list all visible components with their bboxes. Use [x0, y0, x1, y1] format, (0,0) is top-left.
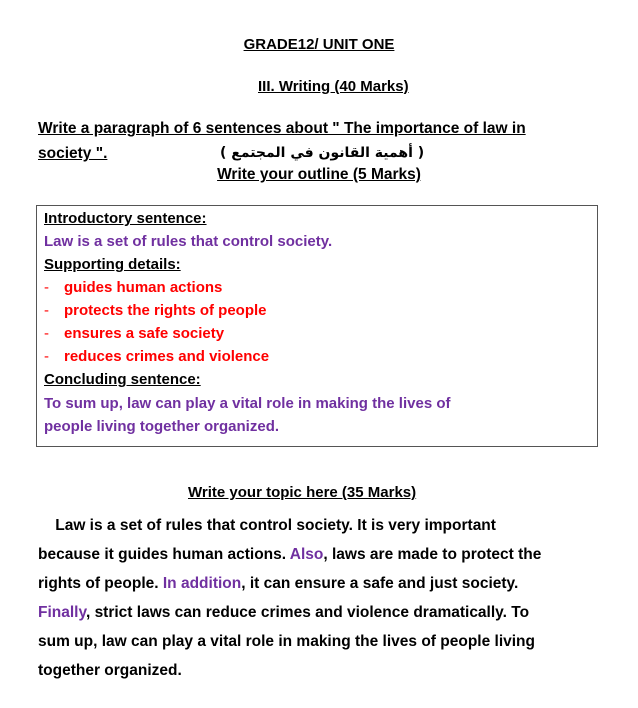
detail-item: - protects the rights of people [44, 302, 267, 319]
detail-item: - guides human actions [44, 279, 223, 296]
detail-item: - reduces crimes and violence [44, 348, 270, 365]
intro-label: Introductory sentence: [44, 210, 207, 227]
topic-heading: Write your topic here (35 Marks) [188, 484, 417, 501]
outline-heading: Write your outline (5 Marks) [217, 166, 421, 183]
supporting-label: Supporting details: [44, 256, 181, 273]
prompt-line-1: Write a paragraph of 6 sentences about " The importance of law in [38, 120, 526, 137]
intro-text: Law is a set of rules that control society. [44, 233, 333, 250]
section-title: III. Writing (40 Marks) [258, 78, 409, 95]
paragraph-line: because it guides human actions. Also, laws are made to protect the [38, 546, 542, 563]
concluding-text-2: people living together organized. [44, 418, 280, 435]
paragraph-line: sum up, law can play a vital role in making the lives of people living [38, 633, 535, 650]
paragraph-line: Law is a set of rules that control society. It is very important [38, 517, 496, 534]
detail-item: - ensures a safe society [44, 325, 225, 342]
topic-paragraph [38, 511, 608, 685]
arabic-translation: ( أهمية القانون في المجتمع ) [220, 145, 425, 161]
concluding-text-1: To sum up, law can play a vital role in making the lives of [44, 395, 451, 412]
concluding-label: Concluding sentence: [44, 371, 201, 388]
prompt-line-2: society ". [38, 145, 108, 162]
outline-box [36, 205, 598, 447]
paragraph-line: rights of people. In addition, it can ensure a safe and just society. [38, 575, 519, 592]
paragraph-line: together organized. [38, 662, 182, 679]
paragraph-line: Finally, strict laws can reduce crimes and violence dramatically. To [38, 604, 530, 621]
grade-title: GRADE12/ UNIT ONE [243, 36, 395, 53]
